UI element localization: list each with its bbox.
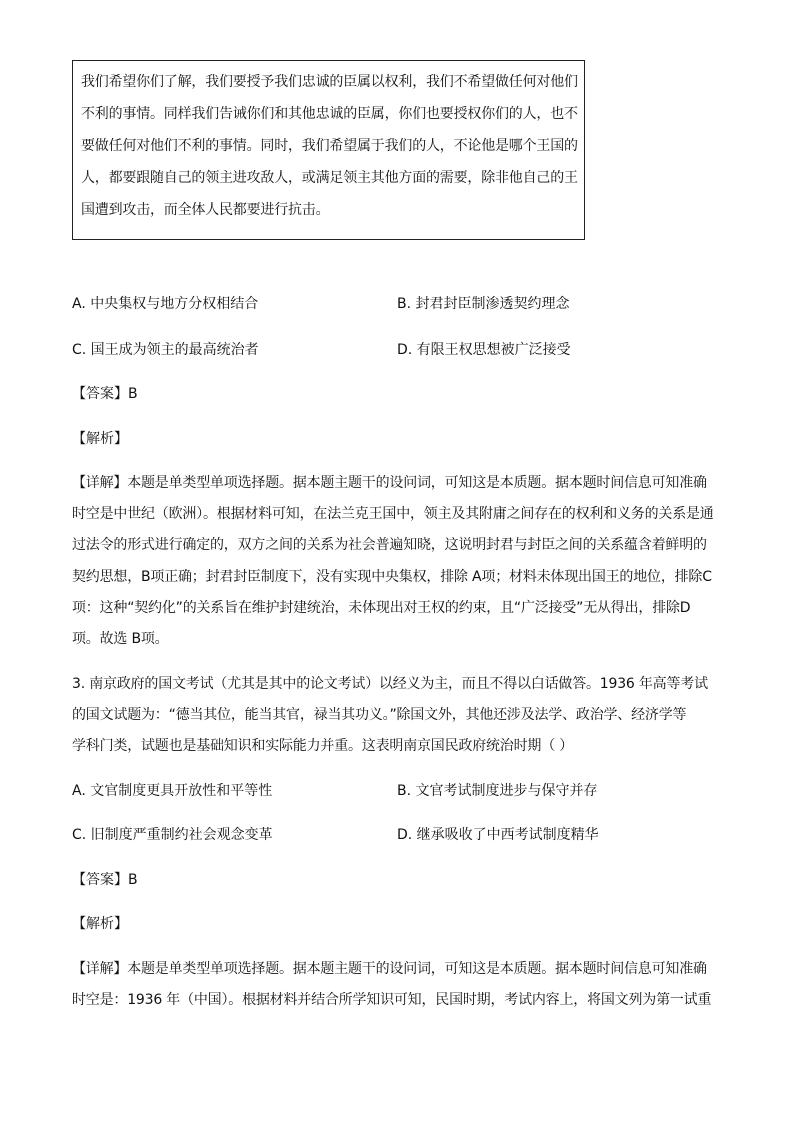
option-d: D. 有限王权思想被广泛接受	[397, 342, 571, 358]
analysis-label: 【解析】	[72, 916, 128, 932]
option-d: D. 继承吸收了中西考试制度精华	[397, 827, 599, 843]
question-stem-line: 的国文试题为：“德当其位，能当其官，禄当其功义。”除国文外，其他还涉及法学、政治学、经济学等	[72, 707, 687, 723]
detail-line: 【详解】本题是单类型单项选择题。据本题主题干的设问词，可知这是本质题。据本题时间信息可知准确	[72, 961, 707, 977]
detail-line: 契约思想，B项正确；封君封臣制度下，没有实现中央集权，排除 A项；材料未体现出国王的地位，排除C	[72, 569, 712, 585]
source-line: 人，都要跟随自己的领主进攻敌人，或满足领主其他方面的需要，除非他自己的王	[81, 170, 578, 186]
option-c: C. 国王成为领主的最高统治者	[72, 342, 259, 358]
source-line: 不利的事情。同样我们告诫你们和其他忠诚的臣属，你们也要授权你们的人，也不	[81, 106, 578, 122]
detail-line: 时空是中世纪（欧洲）。根据材料可知，在法兰克王国中，领主及其附庸之间存在的权利和义务的关系是通	[72, 506, 714, 522]
source-material-box	[72, 60, 585, 240]
question-stem-line: 学科门类，试题也是基础知识和实际能力并重。这表明南京国民政府统治时期（ ）	[72, 738, 574, 754]
detail-line: 项：这种“契约化”的关系旨在维护封建统治，未体现出对王权的约束，且“广泛接受”无从得出，排除D	[72, 600, 691, 616]
detail-line: 时空是：1936 年（中国）。根据材料并结合所学知识可知，民国时期，考试内容上，将国文列为第一试重	[72, 992, 712, 1008]
option-c: C. 旧制度严重制约社会观念变革	[72, 827, 273, 843]
option-b: B. 文官考试制度进步与保守并存	[397, 783, 598, 799]
option-a: A. 文官制度更具开放性和平等性	[72, 783, 273, 799]
detail-line: 过法令的形式进行确定的，双方之间的关系为社会普遍知晓，这说明封君与封臣之间的关系蕴含着鲜明的	[72, 537, 707, 553]
option-b: B. 封君封臣制渗透契约理念	[397, 296, 570, 312]
question-stem-line: 3. 南京政府的国文考试（尤其是其中的论文考试）以经义为主，而且不得以白话做答。1936 年高等考试	[72, 676, 708, 692]
option-a: A. 中央集权与地方分权相结合	[72, 296, 259, 312]
detail-line: 【详解】本题是单类型单项选择题。据本题主题干的设问词，可知这是本质题。据本题时间信息可知准确	[72, 475, 707, 491]
answer-label: 【答案】B	[72, 872, 138, 888]
analysis-label: 【解析】	[72, 431, 128, 447]
source-line: 要做任何对他们不利的事情。同时，我们希望属于我们的人，不论他是哪个王国的	[81, 138, 578, 154]
source-line: 国遭到攻击，而全体人民都要进行抗击。	[81, 202, 330, 218]
answer-label: 【答案】B	[72, 386, 138, 402]
detail-line: 项。故选 B项。	[72, 631, 169, 647]
source-line: 我们希望你们了解，我们要授予我们忠诚的臣属以权利，我们不希望做任何对他们	[81, 74, 578, 90]
